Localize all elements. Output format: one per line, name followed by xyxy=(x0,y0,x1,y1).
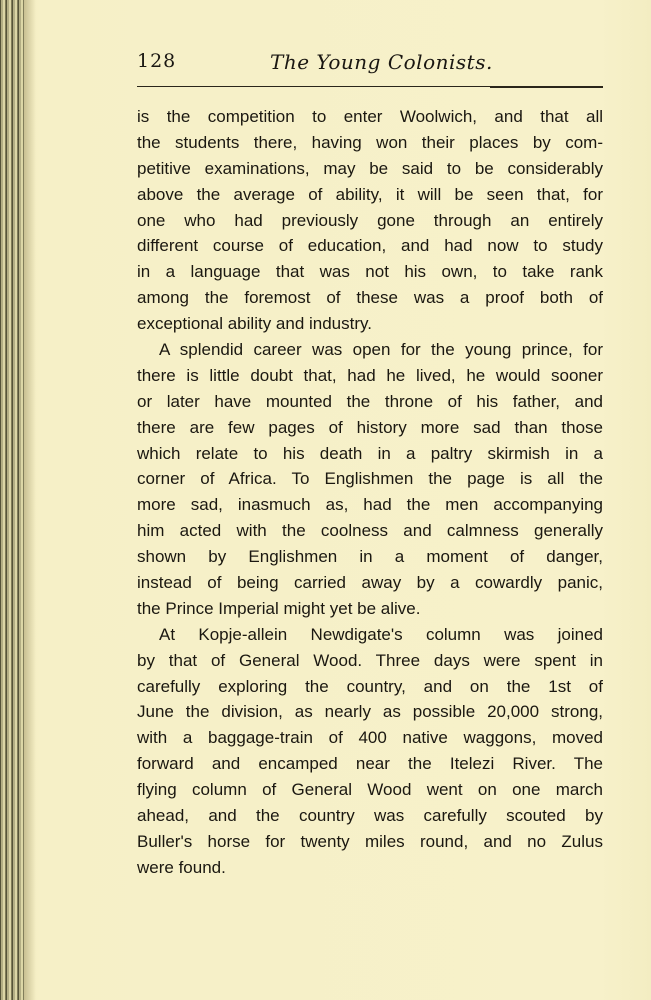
header-rule-thick xyxy=(490,86,603,88)
text-line: carefully exploring the country, and on the 1st of xyxy=(137,676,603,696)
text-line: shown by Englishmen in a moment of danger, xyxy=(137,547,603,567)
page-number: 128 xyxy=(137,50,177,72)
text-line: is the competition to enter Woolwich, and that all xyxy=(137,107,603,126)
text-line: were found. xyxy=(137,857,226,877)
gutter-shadow xyxy=(24,0,36,1000)
text-line: him acted with the coolness and calmness generally xyxy=(137,521,603,541)
body-text xyxy=(137,104,603,881)
text-line: different course of education, and had now to study xyxy=(137,236,603,256)
text-line: the Prince Imperial might yet be alive. xyxy=(137,598,421,618)
text-line: one who had previously gone through an entirely xyxy=(137,210,603,230)
text-line: which relate to his death in a paltry skirmish in a xyxy=(137,443,603,463)
text-line: June the division, as nearly as possible 20,000 strong, xyxy=(137,702,603,722)
text-line: in a language that was not his own, to take rank xyxy=(137,262,603,282)
text-line: forward and encamped near the Itelezi River. The xyxy=(137,754,603,774)
text-line: instead of being carried away by a cowardly panic, xyxy=(137,573,603,593)
text-line: there are few pages of history more sad than those xyxy=(137,417,603,437)
text-line: A splendid career was open for the young prince, for xyxy=(159,340,603,360)
text-line: At Kopje-allein Newdigate's column was joined xyxy=(159,624,603,644)
text-line: or later have mounted the throne of his father, and xyxy=(137,391,603,411)
text-line: Buller's horse for twenty miles round, and no Zulus xyxy=(137,831,603,851)
text-line: ahead, and the country was carefully scouted by xyxy=(137,806,603,826)
text-line: with a baggage-train of 400 native waggons, moved xyxy=(137,728,603,748)
text-line: the students there, having won their places by com- xyxy=(137,132,603,152)
text-line: more sad, inasmuch as, had the men accompanying xyxy=(137,495,603,515)
page-header xyxy=(137,50,603,80)
book-binding-edge xyxy=(0,0,24,1000)
text-line: corner of Africa. To Englishmen the page is all the xyxy=(137,469,603,489)
text-line: above the average of ability, it will be seen that, for xyxy=(137,184,603,204)
text-line: there is little doubt that, had he lived, he would sooner xyxy=(137,365,603,385)
text-line: flying column of General Wood went on one march xyxy=(137,780,603,800)
running-title: The Young Colonists. xyxy=(270,50,493,74)
text-line: petitive examinations, may be said to be considerably xyxy=(137,158,603,178)
text-line: among the foremost of these was a proof both of xyxy=(137,288,603,308)
text-line: by that of General Wood. Three days were spent in xyxy=(137,650,603,670)
text-line: exceptional ability and industry. xyxy=(137,314,372,334)
